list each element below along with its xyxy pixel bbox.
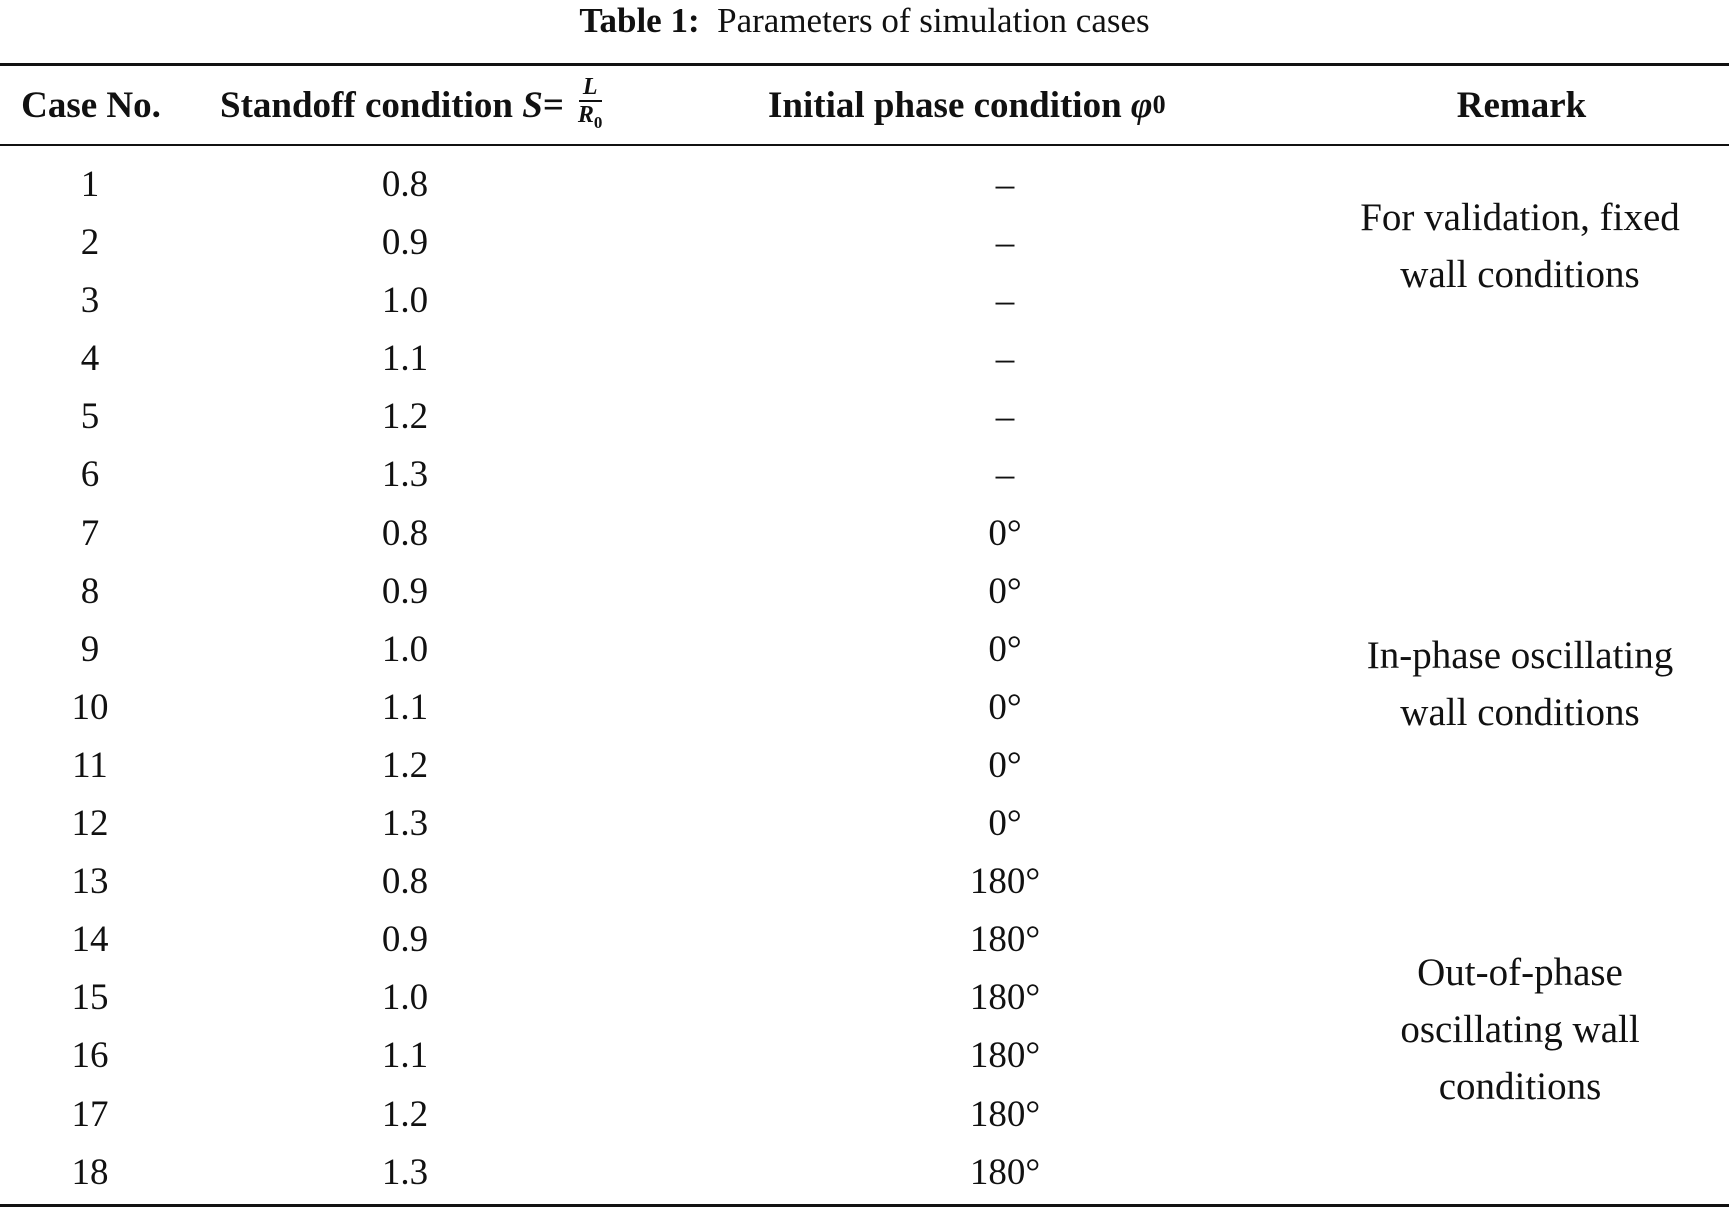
case-no-cell: 10 xyxy=(71,686,109,728)
fraction-numerator: L xyxy=(579,74,602,102)
phase-cell: 0° xyxy=(988,512,1022,554)
header-initial-phase-label: Initial phase condition xyxy=(768,84,1122,126)
case-no-cell: 12 xyxy=(71,803,109,845)
case-no-cell: 6 xyxy=(80,454,100,496)
remark-line: wall conditions xyxy=(1400,691,1640,734)
phase-cell: – xyxy=(995,164,1015,205)
case-no-cell: 13 xyxy=(71,861,109,903)
case-no-cell: 16 xyxy=(71,1035,109,1077)
remark-line: For validation, fixed xyxy=(1360,196,1680,239)
header-remark xyxy=(1400,66,1643,144)
standoff-cell: 1.1 xyxy=(381,338,429,380)
phase-cell: 0° xyxy=(988,628,1022,670)
table-row xyxy=(0,795,1729,853)
phase-cell: – xyxy=(995,454,1015,496)
case-no-cell: 11 xyxy=(72,744,108,786)
case-no-cell: 1 xyxy=(80,164,100,205)
table-row xyxy=(0,388,1729,446)
standoff-cell: 0.9 xyxy=(381,919,429,961)
header-initial-phase xyxy=(768,66,1268,144)
case-no-cell: 5 xyxy=(80,396,100,438)
standoff-cell: 1.0 xyxy=(381,628,429,670)
remark-line: Out-of-phase xyxy=(1417,951,1623,994)
table-row xyxy=(0,446,1729,504)
bottom-rule xyxy=(0,1204,1729,1207)
phase-cell: 0° xyxy=(988,803,1022,845)
remark-line: wall conditions xyxy=(1400,253,1640,296)
case-no-cell: 2 xyxy=(80,222,100,264)
phase-cell: – xyxy=(995,280,1015,322)
standoff-equals: = xyxy=(542,84,564,126)
case-no-cell: 7 xyxy=(80,512,100,554)
standoff-cell: 1.0 xyxy=(381,977,429,1019)
phase-cell: 180° xyxy=(969,977,1041,1019)
remark-out-of-phase xyxy=(1310,944,1729,1115)
case-no-cell: 18 xyxy=(71,1151,109,1193)
table-row xyxy=(0,737,1729,795)
header-case-no-label: Case No. xyxy=(21,84,161,126)
phase-cell: – xyxy=(995,338,1015,380)
phase-cell: 180° xyxy=(969,919,1041,961)
phase-symbol: φ xyxy=(1130,84,1153,126)
header-remark-label: Remark xyxy=(1456,84,1587,126)
standoff-symbol: S xyxy=(522,84,543,126)
phase-cell: 180° xyxy=(969,1093,1041,1135)
case-no-cell: 4 xyxy=(80,338,100,380)
remark-in-phase xyxy=(1310,627,1729,741)
phase-cell: – xyxy=(995,396,1015,438)
phase-cell: 0° xyxy=(988,570,1022,612)
phase-cell: 0° xyxy=(988,686,1022,728)
remark-line: oscillating wall xyxy=(1400,1008,1640,1051)
standoff-cell: 1.1 xyxy=(381,1035,429,1077)
phase-cell: 180° xyxy=(969,1035,1041,1077)
header-case-no xyxy=(0,66,182,144)
fraction-denominator-subscript: 0 xyxy=(593,112,603,132)
remark-line: In-phase oscillating xyxy=(1366,634,1674,677)
standoff-cell: 1.3 xyxy=(381,803,429,845)
table-row xyxy=(0,330,1729,388)
standoff-cell: 1.0 xyxy=(381,280,429,322)
case-no-cell: 9 xyxy=(80,628,100,670)
case-no-cell: 3 xyxy=(80,280,100,322)
phase-cell: – xyxy=(995,222,1015,264)
case-no-cell: 8 xyxy=(80,570,100,612)
fraction-denominator-symbol: R xyxy=(577,102,594,129)
standoff-cell: 0.9 xyxy=(381,222,429,264)
standoff-cell: 1.3 xyxy=(381,454,429,496)
table-row xyxy=(0,1144,1729,1202)
header-standoff xyxy=(220,66,720,144)
standoff-cell: 0.8 xyxy=(381,164,429,205)
case-no-cell: 17 xyxy=(71,1093,109,1135)
standoff-cell: 1.2 xyxy=(381,396,429,438)
standoff-cell: 1.2 xyxy=(381,1093,429,1135)
fraction-denominator xyxy=(578,102,603,136)
remark-line: conditions xyxy=(1438,1065,1602,1108)
standoff-fraction xyxy=(578,74,603,136)
table-caption-label: Table 1: xyxy=(579,1,700,40)
standoff-cell: 0.8 xyxy=(381,512,429,554)
phase-cell: 180° xyxy=(969,1151,1041,1193)
table-caption-text: Parameters of simulation cases xyxy=(717,1,1150,40)
header-standoff-label: Standoff condition xyxy=(220,84,513,126)
remark-fixed-wall xyxy=(1310,189,1729,303)
phase-cell: 180° xyxy=(969,861,1041,903)
table-row xyxy=(0,505,1729,563)
case-no-cell: 15 xyxy=(71,977,109,1019)
table-row xyxy=(0,563,1729,621)
standoff-cell: 0.8 xyxy=(381,861,429,903)
header-rule xyxy=(0,144,1729,146)
table-caption xyxy=(0,0,1729,42)
table-row xyxy=(0,853,1729,911)
case-no-cell: 14 xyxy=(71,919,109,961)
standoff-cell: 0.9 xyxy=(381,570,429,612)
standoff-cell: 1.3 xyxy=(381,1151,429,1193)
standoff-cell: 1.2 xyxy=(381,744,429,786)
phase-cell: 0° xyxy=(988,744,1022,786)
phase-subscript: 0 xyxy=(1152,90,1166,119)
standoff-cell: 1.1 xyxy=(381,686,429,728)
